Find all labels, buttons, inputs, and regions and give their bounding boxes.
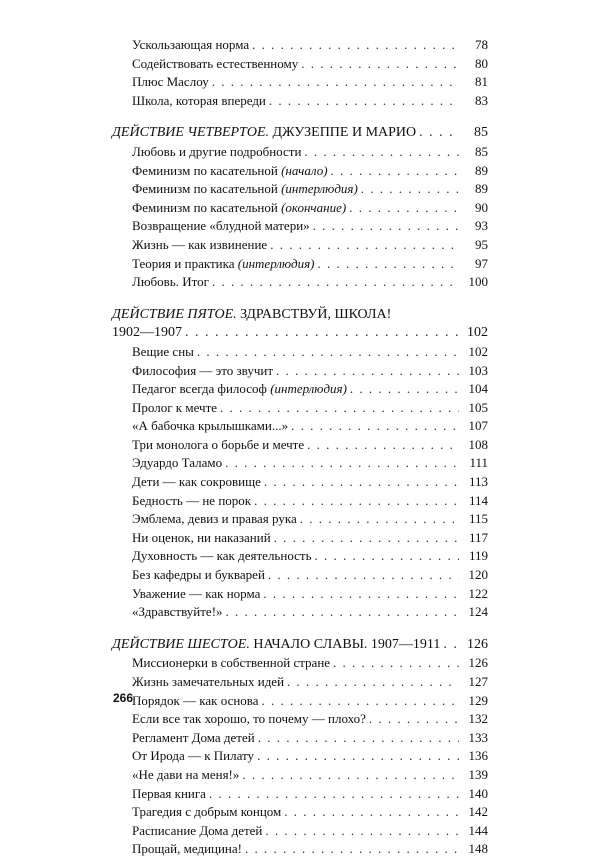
- page-ref: 85: [474, 125, 488, 141]
- toc-entry-title: [132, 436, 304, 455]
- entry-title-text: Без кафедры и букварей: [132, 567, 265, 583]
- toc-section: [112, 636, 488, 859]
- entry-title-text: «Не дави на меня!»: [132, 766, 240, 782]
- leader-dots: [361, 180, 459, 199]
- entry-title-text: Содействовать естественному: [132, 55, 299, 71]
- toc-entry: [112, 273, 488, 292]
- page-ref: 144: [468, 822, 488, 838]
- entry-title-text: Феминизм по касательной: [132, 199, 282, 215]
- page-ref: 139: [468, 766, 488, 782]
- section-heading: [112, 124, 488, 143]
- section-heading-title: [112, 124, 416, 143]
- page-ref: 136: [468, 748, 488, 764]
- entry-title-text: Жизнь — как извинение: [132, 236, 268, 252]
- page-ref: 129: [468, 692, 488, 708]
- leader-dots: [284, 803, 459, 822]
- entry-title-text: Плюс Маслоу: [132, 74, 209, 90]
- toc-entry: [112, 217, 488, 236]
- act-title: НАЧАЛО СЛАВЫ. 1907—1911: [249, 636, 441, 652]
- toc-entry: [112, 473, 488, 492]
- entry-subtitle: (окончание): [281, 199, 347, 215]
- page-ref: 95: [475, 236, 488, 252]
- leader-dots: [185, 324, 459, 343]
- section-heading: [112, 636, 488, 655]
- entry-title-text: Уважение — как норма: [132, 585, 261, 601]
- toc-entry-title: [132, 710, 366, 729]
- toc-entry-title: [132, 36, 249, 55]
- toc-entry-title: [132, 362, 273, 381]
- leader-dots: [331, 162, 459, 181]
- toc-entry: [112, 747, 488, 766]
- toc-section: [112, 36, 488, 110]
- toc-section: [112, 306, 488, 622]
- leader-dots: [242, 766, 459, 785]
- leader-dots: [258, 729, 459, 748]
- leader-dots: [225, 454, 459, 473]
- toc-entry: [112, 766, 488, 785]
- page-ref: 124: [468, 604, 488, 620]
- toc-entry-title: [132, 199, 346, 218]
- leader-dots: [220, 399, 459, 418]
- toc-entry-title: [132, 255, 315, 274]
- toc-entry-title: [132, 73, 209, 92]
- toc-entry: [112, 436, 488, 455]
- toc-entry: [112, 362, 488, 381]
- section-heading: [112, 306, 488, 325]
- toc-entry: [112, 143, 488, 162]
- toc-entry-title: [132, 399, 217, 418]
- page-ref: 108: [468, 436, 488, 452]
- page-number: 266: [113, 691, 134, 705]
- leader-dots: [265, 822, 459, 841]
- leader-dots: [268, 566, 459, 585]
- toc-entry-title: [132, 603, 223, 622]
- toc-entry-title: [132, 236, 267, 255]
- toc-entry: [112, 603, 488, 622]
- page-ref: 89: [475, 162, 488, 178]
- leader-dots: [264, 473, 459, 492]
- toc-entry-title: [132, 273, 209, 292]
- toc-section: [112, 124, 488, 291]
- page-ref: 97: [475, 255, 488, 271]
- page-ref: 114: [468, 492, 488, 508]
- toc-entry-title: [132, 143, 301, 162]
- entry-subtitle: (интерлюдия): [270, 381, 347, 397]
- page-ref: 126: [467, 636, 488, 652]
- entry-title-text: Педагог всегда философ: [132, 381, 271, 397]
- toc-entry: [112, 692, 488, 711]
- leader-dots: [301, 55, 459, 74]
- page-ref: 78: [475, 37, 488, 52]
- page-ref: 111: [469, 455, 488, 471]
- entry-title-text: «А бабочка крылышками...»: [132, 418, 289, 434]
- leader-dots: [307, 436, 459, 455]
- entry-title-text: Теория и практика: [132, 255, 238, 271]
- toc-entry: [112, 380, 488, 399]
- toc-entry: [112, 255, 488, 274]
- leader-dots: [212, 73, 459, 92]
- leader-dots: [304, 143, 459, 162]
- toc-entry: [112, 785, 488, 804]
- entry-title-text: Любовь. Итог: [132, 274, 209, 290]
- toc-entry-title: [132, 162, 328, 181]
- page-ref: 81: [475, 74, 488, 90]
- entry-title-text: Вещие сны: [132, 343, 194, 359]
- leader-dots: [419, 124, 459, 143]
- toc-entry: [112, 399, 488, 418]
- page-ref: 80: [475, 55, 488, 71]
- toc-entry: [112, 162, 488, 181]
- section-heading: [112, 324, 488, 343]
- leader-dots: [291, 417, 459, 436]
- page-ref: 140: [468, 785, 488, 801]
- page-ref: 104: [468, 381, 488, 397]
- toc-entry-title: [132, 92, 266, 111]
- entry-title-text: Жизнь замечательных идей: [132, 674, 285, 689]
- entry-title-text: Если все так хорошо, то почему — плохо?: [132, 711, 366, 727]
- act-label: ДЕЙСТВИЕ ПЯТОЕ.: [112, 306, 237, 322]
- toc-entry: [112, 822, 488, 841]
- entry-title-text: Дети — как сокровище: [132, 474, 261, 490]
- page-ref: 90: [475, 199, 488, 215]
- entry-title-text: Философия — это звучит: [132, 362, 274, 378]
- toc-entry: [112, 236, 488, 255]
- leader-dots: [274, 529, 459, 548]
- toc-entry: [112, 585, 488, 604]
- toc-entry-title: [132, 766, 239, 785]
- toc-entry-title: [132, 343, 194, 362]
- entry-title-text: Эмблема, девиз и правая рука: [132, 511, 297, 527]
- entry-title-text: Прощай, медицина!: [132, 841, 242, 857]
- toc-entry-title: [132, 803, 281, 822]
- entry-title-text: Расписание Дома детей: [132, 822, 263, 838]
- page-ref: 102: [467, 325, 488, 341]
- toc-entry: [112, 529, 488, 548]
- toc-entry-title: [132, 217, 310, 236]
- leader-dots: [252, 36, 459, 55]
- table-of-contents: [112, 36, 488, 859]
- entry-title-text: Эдуардо Таламо: [132, 455, 223, 471]
- leader-dots: [257, 747, 459, 766]
- leader-dots: [212, 273, 459, 292]
- entry-title-text: Любовь и другие подробности: [132, 143, 302, 159]
- toc-entry: [112, 36, 488, 55]
- toc-entry-title: [132, 380, 347, 399]
- entry-title-text: Трагедия с добрым концом: [132, 804, 282, 820]
- page-ref: 102: [468, 343, 488, 359]
- page-ref: 100: [468, 274, 488, 290]
- entry-title-text: Миссионерки в собственной стране: [132, 655, 331, 671]
- leader-dots: [315, 547, 459, 566]
- toc-entry-title: [132, 747, 254, 766]
- page-ref: 115: [468, 511, 488, 527]
- leader-dots: [350, 380, 459, 399]
- entry-title-text: Ускользающая норма: [132, 37, 250, 52]
- page-ref: 83: [475, 92, 488, 108]
- leader-dots: [333, 654, 459, 673]
- page-ref: 107: [468, 418, 488, 434]
- toc-entry: [112, 454, 488, 473]
- leader-dots: [443, 636, 459, 655]
- toc-entry-title: [132, 492, 251, 511]
- toc-entry-title: [132, 55, 298, 74]
- act-label: ДЕЙСТВИЕ ЧЕТВЕРТОЕ.: [112, 125, 269, 141]
- toc-entry: [112, 673, 488, 692]
- entry-title-text: Школа, которая впереди: [132, 92, 266, 108]
- page-ref: 113: [468, 474, 488, 490]
- entry-title-text: Духовность — как деятельность: [132, 548, 312, 564]
- entry-title-text: Ни оценок, ни наказаний: [132, 529, 271, 545]
- leader-dots: [276, 362, 459, 381]
- entry-title-text: Первая книга: [132, 785, 206, 801]
- page-ref: 119: [468, 548, 488, 564]
- leader-dots: [270, 236, 459, 255]
- toc-entry-title: [132, 547, 312, 566]
- toc-entry: [112, 510, 488, 529]
- entry-title-text: Бедность — не порок: [132, 492, 252, 508]
- page-ref: 127: [468, 674, 488, 689]
- leader-dots: [318, 255, 460, 274]
- leader-dots: [300, 510, 459, 529]
- toc-entry-title: [132, 673, 284, 692]
- entry-title-text: Регламент Дома детей: [132, 729, 255, 745]
- section-heading-title: [112, 636, 440, 655]
- toc-entry: [112, 199, 488, 218]
- toc-entry-title: [132, 180, 358, 199]
- toc-entry: [112, 729, 488, 748]
- toc-entry: [112, 180, 488, 199]
- toc-entry: [112, 492, 488, 511]
- page-ref: 93: [475, 218, 488, 234]
- page-ref: 142: [468, 804, 488, 820]
- toc-entry: [112, 343, 488, 362]
- page-ref: 117: [468, 529, 488, 545]
- toc-entry-title: [132, 529, 271, 548]
- act-title: ДЖУЗЕППЕ И МАРИО: [269, 125, 417, 141]
- toc-entry-title: [132, 692, 259, 711]
- toc-entry: [112, 73, 488, 92]
- toc-entry: [112, 566, 488, 585]
- leader-dots: [262, 692, 459, 711]
- page-ref: 133: [468, 729, 488, 745]
- entry-title-text: Пролог к мечте: [132, 399, 218, 415]
- entry-title-text: Порядок — как основа: [132, 692, 259, 708]
- leader-dots: [209, 785, 459, 804]
- entry-subtitle: (интерлюдия): [237, 255, 315, 271]
- leader-dots: [245, 840, 459, 859]
- toc-entry-title: [132, 417, 288, 436]
- leader-dots: [197, 343, 459, 362]
- page-ref: 89: [475, 181, 488, 197]
- leader-dots: [369, 710, 459, 729]
- toc-entry-title: [132, 585, 260, 604]
- entry-subtitle: (интерлюдия): [281, 181, 358, 197]
- leader-dots: [263, 585, 459, 604]
- toc-entry-title: [132, 510, 297, 529]
- toc-entry: [112, 654, 488, 673]
- toc-entry-title: [132, 566, 265, 585]
- page-ref: 105: [468, 399, 488, 415]
- entry-title-text: Феминизм по касательной: [132, 181, 282, 197]
- toc-entry: [112, 417, 488, 436]
- toc-entry-title: [132, 785, 206, 804]
- entry-title-text: Феминизм по касательной: [132, 162, 282, 178]
- toc-entry-title: [132, 454, 222, 473]
- toc-entry-title: [132, 840, 242, 859]
- toc-entry: [112, 92, 488, 111]
- toc-entry-title: [132, 822, 262, 841]
- leader-dots: [269, 92, 459, 111]
- section-heading-years: 1902—1907: [112, 325, 182, 341]
- leader-dots: [349, 199, 459, 218]
- toc-entry-title: [132, 654, 330, 673]
- page-ref: 122: [468, 585, 488, 601]
- act-label: ДЕЙСТВИЕ ШЕСТОЕ.: [112, 636, 250, 652]
- toc-entry: [112, 803, 488, 822]
- entry-title-text: Три монолога о борьбе и мечте: [132, 436, 305, 452]
- entry-title-text: От Ирода — к Пилату: [132, 748, 255, 764]
- act-title: ЗДРАВСТВУЙ, ШКОЛА!: [236, 306, 392, 322]
- toc-entry: [112, 840, 488, 859]
- page-ref: 126: [468, 655, 488, 671]
- page-ref: 85: [475, 143, 488, 159]
- entry-subtitle: (начало): [281, 162, 328, 178]
- toc-entry-title: [132, 473, 261, 492]
- page-ref: 120: [468, 567, 488, 583]
- toc-entry: [112, 710, 488, 729]
- page-ref: 148: [468, 841, 488, 857]
- toc-entry-title: [132, 729, 255, 748]
- toc-entry: [112, 547, 488, 566]
- section-heading-title: [112, 306, 391, 325]
- page-ref: 132: [468, 711, 488, 727]
- leader-dots: [226, 603, 459, 622]
- page-ref: 103: [468, 362, 488, 378]
- leader-dots: [254, 492, 459, 511]
- toc-entry: [112, 55, 488, 74]
- entry-title-text: «Здравствуйте!»: [132, 604, 223, 620]
- leader-dots: [313, 217, 459, 236]
- entry-title-text: Возвращение «блудной матери»: [132, 218, 310, 234]
- leader-dots: [287, 673, 459, 692]
